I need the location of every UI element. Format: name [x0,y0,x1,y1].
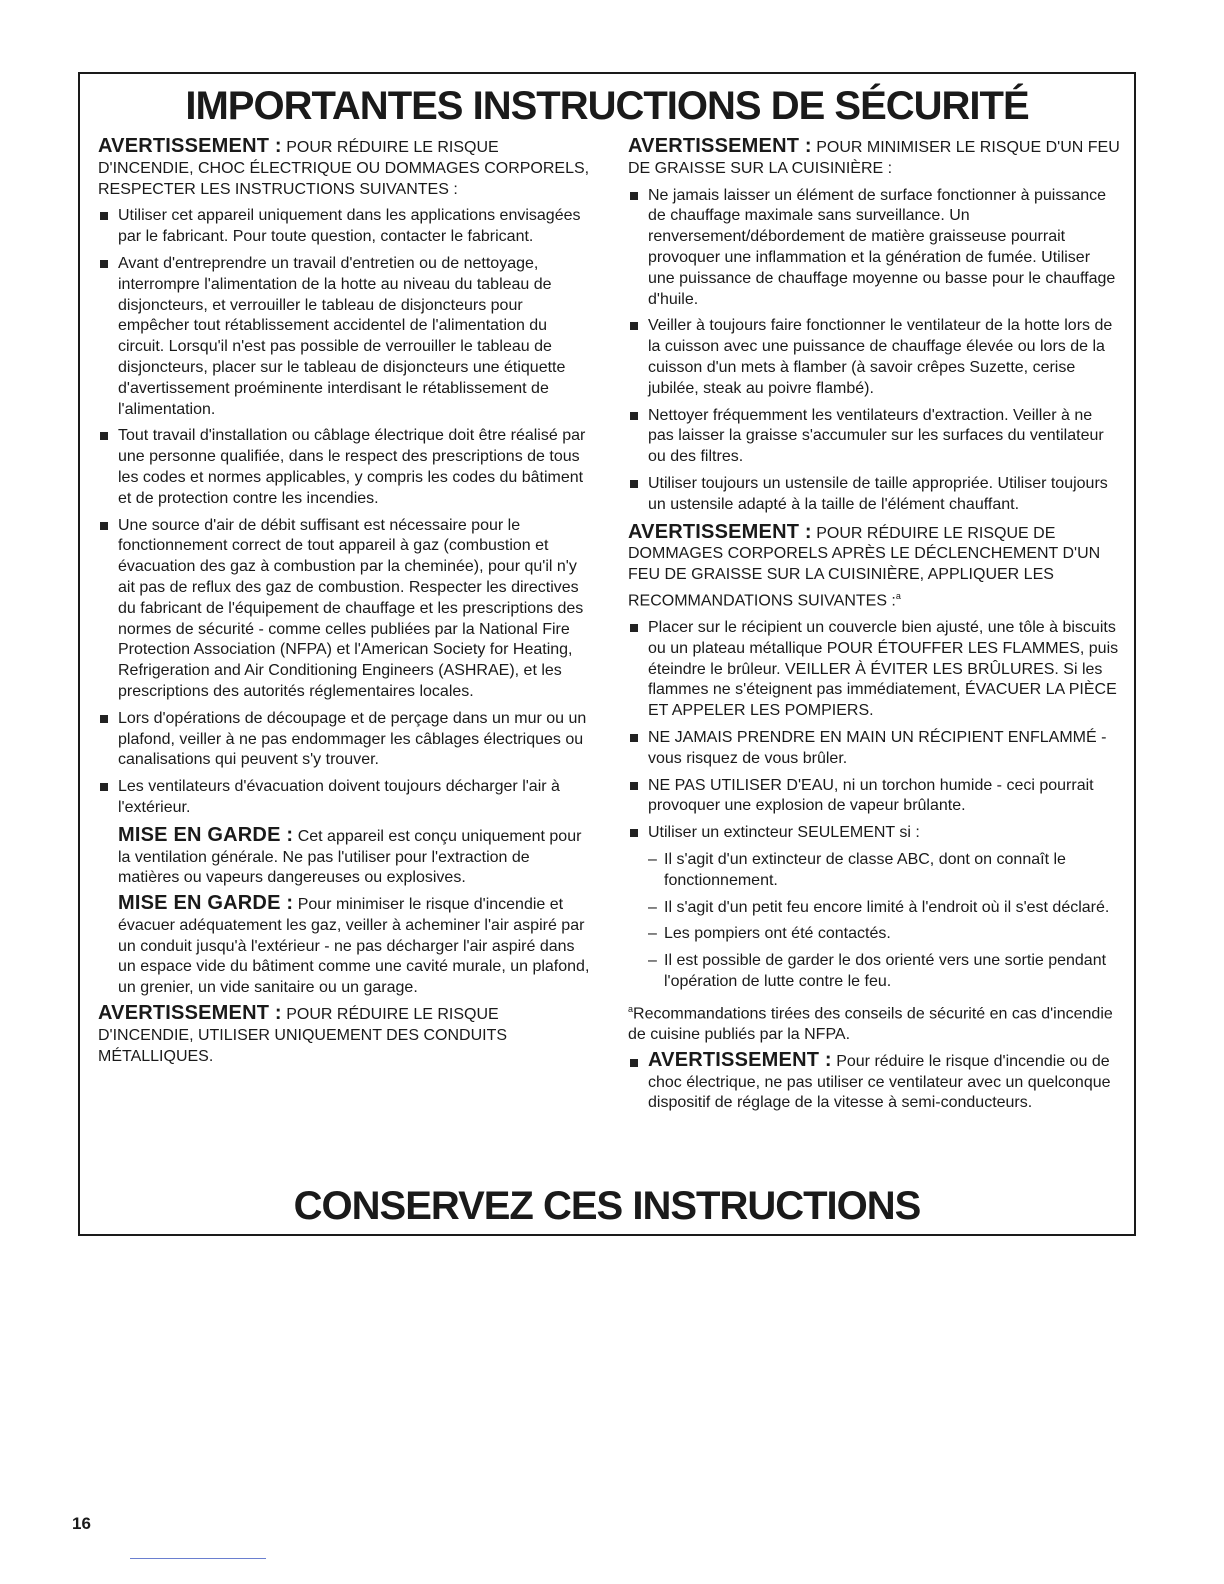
warning-block [98,136,594,200]
list-item: Les ventilateurs d'évacuation doivent toujours décharger l'air à l'extérieur. [98,777,594,819]
caution-label: MISE EN GARDE : [118,823,294,846]
page-number: 16 [72,1514,91,1533]
footnote-marker: a [895,590,901,601]
warning-block [98,1003,594,1067]
list-item: Veiller à toujours faire fonctionner le ventilateur de la hotte lors de la cuisson avec une puissance de chauffage élevée ou lors de la cuisson d'un mets à flamber (à savoir crêpes Suzette, cerise jubilée, steak au poivre flambé). [628,316,1120,399]
list-item: NE JAMAIS PRENDRE EN MAIN UN RÉCIPIENT ENFLAMMÉ - vous risquez de vous brûler. [628,728,1120,770]
warning-text: POUR RÉDUIRE LE RISQUE DE DOMMAGES CORPORELS APRÈS LE DÉCLENCHEMENT D'UN FEU DE GRAISSE SUR LA CUISINIÈRE, APPLIQUER LES RECOMMANDATIONS SUIVANTES : [628,524,1101,610]
instruction-list [98,206,594,818]
footnote-text: Recommandations tirées des conseils de sécurité en cas d'incendie de cuisine publiés par la NFPA. [628,1005,1113,1043]
warning-text: POUR MINIMISER LE RISQUE D'UN FEU DE GRAISSE SUR LA CUISINIÈRE : [628,139,1120,177]
footnote-marker: a [628,1003,634,1014]
caution-block [118,893,594,999]
list-item: Tout travail d'installation ou câblage électrique doit être réalisé par une personne qualifiée, dans le respect des prescriptions de tous les codes et normes applicables, y compris les codes du bâtiment et de protection contre les incendies. [98,426,594,509]
warning-text: Pour réduire le risque d'incendie ou de choc électrique, ne pas utiliser ce ventilateur avec un quelconque dispositif de réglage de la vitesse à semi-conducteurs. [648,1052,1111,1112]
instruction-list [628,186,1120,516]
divider [130,1558,266,1559]
safety-instructions-box [78,72,1136,1236]
list-item: – Il s'agit d'un extincteur de classe ABC, dont on connaît le fonctionnement. [648,850,1120,892]
instruction-list [628,618,1120,844]
right-column [628,136,1120,1114]
list-item: Nettoyer fréquemment les ventilateurs d'extraction. Veiller à ne pas laisser la graisse s'accumuler sur les surfaces du ventilateur ou des filtres. [628,406,1120,468]
list-item: Utiliser toujours un ustensile de taille appropriée. Utiliser toujours un ustensile adapté à la taille de l'élément chauffant. [628,474,1120,516]
warning-label: AVERTISSEMENT : [98,1002,282,1025]
caution-text: Pour minimiser le risque d'incendie et évacuer adéquatement les gaz, veiller à acheminer l'air aspiré par un conduit jusqu'à l'extérieur - ne pas décharger l'air aspiré dans un espace vide du bâtiment comme une cavité murale, un plafond, un grenier, un vide sanitaire ou un garage. [118,896,590,997]
list-item: – Il s'agit d'un petit feu encore limité à l'endroit où il s'est déclaré. [648,898,1120,919]
bullet-icon [630,1059,638,1067]
list-item: Lors d'opérations de découpage et de perçage dans un mur ou un plafond, veiller à ne pas endommager les câblages électriques ou canalisations qui peuvent s'y trouver. [98,709,594,771]
footnote [628,999,1120,1046]
list-item: Ne jamais laisser un élément de surface fonctionner à puissance de chauffage maximale sans surveillance. Un renversement/débordement de matière graisseuse pourrait provoquer une inflammation et la génération de fumée. Utiliser une puissance de chauffage moyenne ou basse pour le chauffage d'huile. [628,186,1120,311]
warning-label: AVERTISSEMENT : [648,1048,832,1071]
left-column [98,136,594,1071]
footer-title: CONSERVEZ CES INSTRUCTIONS [293,1184,921,1228]
warning-block [628,522,1120,613]
warning-text: POUR RÉDUIRE LE RISQUE D'INCENDIE, CHOC ÉLECTRIQUE OU DOMMAGES CORPORELS, RESPECTER LES INSTRUCTIONS SUIVANTES : [98,139,590,198]
list-item: Avant d'entreprendre un travail d'entretien ou de nettoyage, interrompre l'alimentation de la hotte au niveau du tableau de disjoncteurs, et verrouiller le tableau de disjoncteurs pour empêcher tout rétablissement accidentel de l'alimentation du circuit. Lorsqu'il n'est pas possible de verrouiller le tableau de disjoncteurs, placer sur le tableau de disjoncteurs une étiquette d'avertissement proéminente interdisant le rétablissement de l'alimentation. [98,254,594,420]
caution-label: MISE EN GARDE : [118,892,294,915]
list-item: – Les pompiers ont été contactés. [648,924,1120,945]
list-item: – Il est possible de garder le dos orienté vers une sortie pendant l'opération de lutte contre le feu. [648,951,1120,993]
list-item: Utiliser cet appareil uniquement dans les applications envisagées par le fabricant. Pour toute question, contacter le fabricant. [98,206,594,248]
page-title: IMPORTANTES INSTRUCTIONS DE SÉCURITÉ [185,84,1029,128]
condition-list [648,850,1120,993]
warning-block [628,1050,1120,1114]
list-item: NE PAS UTILISER D'EAU, ni un torchon humide - ceci pourrait provoquer une explosion de vapeur brûlante. [628,776,1120,818]
warning-label: AVERTISSEMENT : [628,135,812,157]
warning-label: AVERTISSEMENT : [98,135,282,157]
warning-text: POUR RÉDUIRE LE RISQUE D'INCENDIE, UTILISER UNIQUEMENT DES CONDUITS MÉTALLIQUES. [98,1006,508,1065]
list-item: Une source d'air de débit suffisant est nécessaire pour le fonctionnement correct de tout appareil à gaz (combustion et évacuation des gaz à combustion par la cheminée), pour qu'il n'y ait pas de reflux des gaz de combustion. Respecter les directives du fabricant de l'équipement de chauffage et les prescriptions des normes de sécurité - comme celles publiées par la National Fire Protection Association (NFPA) et l'American Society for Heating, Refrigeration and Air Conditioning Engineers (ASHRAE), et les prescriptions des autorités réglementaires locales. [98,516,594,703]
warning-label: AVERTISSEMENT : [628,520,812,543]
caution-block [118,825,594,889]
warning-block [628,136,1120,180]
list-item: Utiliser un extincteur SEULEMENT si : [628,823,1120,844]
list-item: Placer sur le récipient un couvercle bien ajusté, une tôle à biscuits ou un plateau métallique POUR ÉTOUFFER LES FLAMMES, puis éteindre le brûleur. VEILLER À ÉVITER LES BRÛLURES. Si les flammes ne s'éteignent pas immédiatement, ÉVACUER LA PIÈCE ET APPELER LES POMPIERS. [628,618,1120,722]
caution-text: Cet appareil est conçu uniquement pour la ventilation générale. Ne pas l'utiliser pour l'extraction de matières ou vapeurs dangereuses ou explosives. [118,827,582,887]
